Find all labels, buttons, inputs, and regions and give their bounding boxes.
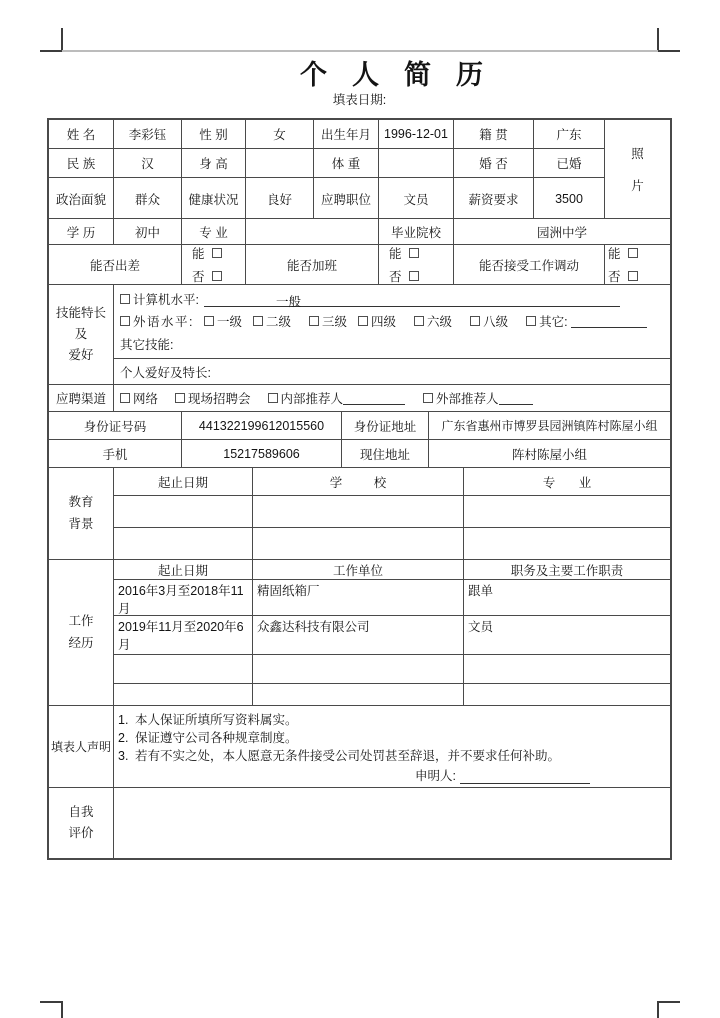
education-major-cell bbox=[464, 496, 670, 527]
basic-row-1 bbox=[49, 120, 604, 149]
no-option bbox=[389, 267, 419, 284]
self-evaluation-label-line-2: 评价 bbox=[68, 826, 94, 840]
education-label-line-2: 背景 bbox=[68, 516, 94, 531]
can-relocate-label: 能否接受工作调动 bbox=[454, 245, 605, 284]
ethnicity-value: 汉 bbox=[114, 149, 182, 177]
salary-requirement-label: 薪资要求 bbox=[454, 178, 534, 219]
yes-option bbox=[608, 245, 638, 262]
declaration-item-text: 若有不实之处，本人愿意无条件接受公司处罚甚至辞退，并不要求任何补助。 bbox=[135, 749, 561, 764]
education-section-label bbox=[49, 468, 114, 559]
checkbox-icon bbox=[409, 271, 419, 281]
checkbox-icon bbox=[409, 248, 419, 258]
channel-label: 应聘渠道 bbox=[49, 385, 114, 411]
level-2-label: 二级 bbox=[266, 315, 292, 330]
crop-mark-bottom-right-vertical bbox=[657, 1001, 659, 1018]
computer-skill-value: 一般 bbox=[275, 294, 301, 309]
checkbox-icon bbox=[628, 271, 638, 281]
hobbies-label: 个人爱好及特长: bbox=[120, 365, 211, 380]
self-evaluation-label bbox=[49, 788, 114, 858]
language-level-option bbox=[414, 312, 452, 330]
self-evaluation-section bbox=[49, 788, 670, 858]
gender-label: 性 别 bbox=[182, 120, 246, 148]
resume-form-table bbox=[47, 118, 672, 860]
checkbox-icon bbox=[526, 316, 536, 326]
skills-body bbox=[114, 285, 670, 384]
declaration-item bbox=[118, 712, 662, 729]
marital-status-label: 婚 否 bbox=[454, 149, 534, 177]
can-travel-checkboxes bbox=[182, 245, 246, 284]
hobbies-line bbox=[114, 359, 670, 384]
basic-info-grid bbox=[49, 120, 605, 218]
page-edge-line bbox=[62, 50, 658, 52]
education-level-label: 学 历 bbox=[49, 219, 114, 244]
yes-label: 能 bbox=[608, 247, 621, 261]
self-evaluation-content bbox=[114, 788, 670, 858]
phone-value: 15217589606 bbox=[182, 440, 342, 467]
other-skills-line bbox=[120, 335, 660, 353]
work-date-cell: 2019年11月至2020年6月 bbox=[114, 616, 253, 654]
work-unit-cell: 精固纸箱厂 bbox=[253, 580, 464, 615]
channel-jobfair-label: 现场招聘会 bbox=[188, 392, 251, 406]
height-value bbox=[246, 149, 314, 177]
work-header-duty: 职务及主要工作职责 bbox=[510, 563, 624, 578]
major-value bbox=[246, 219, 379, 244]
education-level-row bbox=[49, 219, 670, 245]
language-level-option bbox=[470, 312, 508, 330]
level-4-label: 四级 bbox=[371, 315, 397, 330]
weight-value bbox=[379, 149, 454, 177]
birthdate-value: 1996-12-01 bbox=[379, 120, 454, 148]
current-address-value: 阵村陈屋小组 bbox=[511, 447, 587, 462]
education-date-cell bbox=[114, 528, 253, 560]
id-number-label: 身份证号码 bbox=[49, 412, 182, 439]
photo-label-char-1: 照 bbox=[631, 147, 644, 161]
computer-skill-label: 计算机水平: bbox=[133, 293, 199, 308]
work-duty-cell: 文员 bbox=[468, 620, 494, 634]
checkbox-icon bbox=[470, 316, 480, 326]
declaration-section bbox=[49, 706, 670, 788]
current-address-label: 现住地址 bbox=[342, 440, 429, 467]
no-label: 否 bbox=[608, 270, 621, 284]
computer-skill-line bbox=[120, 290, 660, 308]
language-level-option bbox=[253, 312, 291, 330]
education-label-line-1: 教育 bbox=[68, 495, 94, 510]
yes-label: 能 bbox=[389, 247, 402, 261]
crop-mark-top-left-horizontal bbox=[40, 50, 63, 52]
checkbox-icon bbox=[120, 393, 130, 403]
birthdate-label: 出生年月 bbox=[314, 120, 379, 148]
photo-label-char-2: 片 bbox=[631, 179, 644, 193]
signer-line bbox=[118, 766, 590, 784]
education-school-cell bbox=[253, 528, 464, 560]
education-data-row bbox=[114, 528, 670, 560]
education-table bbox=[114, 468, 670, 559]
declaration-item bbox=[118, 748, 662, 765]
skills-label-line-2: 爱好 bbox=[68, 348, 94, 363]
education-level-value: 初中 bbox=[114, 219, 182, 244]
other-skills-label: 其它技能: bbox=[120, 337, 174, 352]
education-header-major: 专 业 bbox=[542, 475, 602, 490]
work-header-date: 起止日期 bbox=[114, 560, 253, 579]
crop-mark-top-right-vertical bbox=[657, 28, 659, 52]
declaration-item-number: 2. bbox=[118, 730, 129, 745]
fill-date-label: 填表日期: bbox=[332, 93, 387, 107]
other-level-label: 其它: bbox=[539, 315, 568, 330]
crop-mark-top-left-vertical bbox=[61, 28, 63, 52]
work-data-row bbox=[114, 616, 670, 655]
phone-label: 手机 bbox=[49, 440, 182, 467]
channel-option-jobfair bbox=[175, 389, 251, 407]
education-header-date: 起止日期 bbox=[114, 468, 253, 495]
salary-requirement-value: 3500 bbox=[555, 191, 583, 206]
no-option bbox=[192, 267, 222, 284]
language-level-option bbox=[204, 312, 242, 330]
work-label-line-2: 经历 bbox=[68, 635, 94, 650]
skills-label-line-1: 技能特长及 bbox=[55, 305, 106, 341]
crop-mark-bottom-left-horizontal bbox=[40, 1001, 63, 1003]
major-label: 专 业 bbox=[182, 219, 246, 244]
checkbox-icon bbox=[212, 271, 222, 281]
health-label: 健康状况 bbox=[182, 178, 246, 219]
checkbox-icon bbox=[358, 316, 368, 326]
language-skill-line bbox=[120, 312, 660, 330]
weight-label: 体 重 bbox=[314, 149, 379, 177]
height-label: 身 高 bbox=[182, 149, 246, 177]
work-date-cell bbox=[114, 655, 253, 683]
work-unit-cell bbox=[253, 684, 464, 705]
checkbox-icon bbox=[120, 316, 130, 326]
political-status-label: 政治面貌 bbox=[49, 178, 114, 219]
declaration-item bbox=[118, 730, 662, 747]
channel-web-label: 网络 bbox=[133, 392, 159, 406]
work-data-row bbox=[114, 684, 670, 705]
work-unit-cell bbox=[253, 655, 464, 683]
basic-row-3 bbox=[49, 178, 604, 219]
signer-label: 申明人: bbox=[415, 769, 456, 784]
work-label-line-1: 工作 bbox=[68, 614, 94, 629]
declaration-item-text: 本人保证所填所写资料属实。 bbox=[135, 712, 298, 727]
ethnicity-label: 民 族 bbox=[49, 149, 114, 177]
yes-option bbox=[192, 245, 222, 262]
education-header-row bbox=[114, 468, 670, 496]
work-data-row bbox=[114, 655, 670, 684]
declaration-item-number: 1. bbox=[118, 712, 129, 727]
checkbox-icon bbox=[309, 316, 319, 326]
language-skill-label: 外语水平: bbox=[133, 315, 194, 330]
work-date-cell: 2016年3月至2018年11月 bbox=[114, 580, 253, 615]
work-unit-cell: 众鑫达科技有限公司 bbox=[253, 616, 464, 654]
crop-mark-top-right-horizontal bbox=[657, 50, 680, 52]
declaration-item-number: 3. bbox=[118, 749, 129, 764]
checkbox-icon bbox=[212, 248, 222, 258]
checkbox-icon bbox=[120, 294, 130, 304]
computer-skill-blank bbox=[204, 292, 620, 307]
id-row bbox=[49, 412, 670, 440]
channel-external-referrer-label: 外部推荐人 bbox=[436, 392, 499, 406]
language-level-option bbox=[309, 312, 347, 330]
education-date-cell bbox=[114, 496, 253, 527]
can-overtime-label: 能否加班 bbox=[246, 245, 379, 284]
position-applied-label: 应聘职位 bbox=[314, 178, 379, 219]
marital-status-value: 已婚 bbox=[556, 157, 582, 171]
work-data-row bbox=[114, 580, 670, 616]
education-major-cell bbox=[464, 528, 670, 560]
level-1-label: 一级 bbox=[216, 315, 242, 330]
can-relocate-checkboxes bbox=[605, 245, 670, 284]
basic-info-block bbox=[49, 120, 670, 219]
checkbox-icon bbox=[253, 316, 263, 326]
name-label: 姓 名 bbox=[49, 120, 114, 148]
education-section bbox=[49, 468, 670, 560]
checkbox-icon bbox=[628, 248, 638, 258]
declaration-body bbox=[114, 706, 670, 787]
work-duty-cell: 跟单 bbox=[468, 584, 494, 598]
phone-row bbox=[49, 440, 670, 468]
channel-options bbox=[114, 385, 670, 411]
education-header-school: 学 校 bbox=[253, 468, 464, 495]
checkbox-icon bbox=[414, 316, 424, 326]
checkbox-icon bbox=[204, 316, 214, 326]
external-referrer-blank bbox=[499, 392, 533, 405]
self-evaluation-label-line-1: 自我 bbox=[68, 804, 94, 819]
work-header-unit: 工作单位 bbox=[253, 560, 464, 579]
page-title: 个人简历 bbox=[300, 60, 508, 90]
channel-option-web bbox=[120, 389, 158, 407]
checkbox-icon bbox=[175, 393, 185, 403]
declaration-item-text: 保证遵守公司各种规章制度。 bbox=[135, 730, 298, 745]
work-duty-cell bbox=[464, 655, 670, 683]
id-address-label: 身份证地址 bbox=[342, 412, 429, 439]
education-data-row bbox=[114, 496, 670, 528]
level-3-label: 三级 bbox=[322, 315, 348, 330]
language-other-option bbox=[526, 312, 567, 330]
yes-label: 能 bbox=[192, 247, 205, 261]
native-place-value: 广东 bbox=[556, 128, 582, 142]
native-place-label: 籍 贯 bbox=[454, 120, 534, 148]
gender-value: 女 bbox=[246, 120, 314, 148]
photo-cell bbox=[605, 120, 670, 218]
skills-main-lines bbox=[114, 285, 670, 359]
health-value: 良好 bbox=[246, 178, 314, 219]
can-overtime-checkboxes bbox=[379, 245, 454, 284]
internal-referrer-blank bbox=[343, 392, 405, 405]
no-option bbox=[608, 267, 638, 284]
graduate-school-value: 园洲中学 bbox=[536, 225, 587, 240]
crop-mark-bottom-left-vertical bbox=[61, 1001, 63, 1018]
no-label: 否 bbox=[192, 270, 205, 284]
level-8-label: 八级 bbox=[483, 315, 509, 330]
work-table bbox=[114, 560, 670, 705]
channel-row bbox=[49, 385, 670, 412]
no-label: 否 bbox=[389, 270, 402, 284]
political-status-value: 群众 bbox=[114, 178, 182, 219]
crop-mark-bottom-right-horizontal bbox=[657, 1001, 680, 1003]
level-6-label: 六级 bbox=[427, 315, 453, 330]
language-level-option bbox=[358, 312, 396, 330]
education-school-cell bbox=[253, 496, 464, 527]
channel-internal-referrer-label: 内部推荐人 bbox=[280, 392, 344, 406]
basic-row-2 bbox=[49, 149, 604, 178]
channel-option-internal-referrer bbox=[268, 389, 344, 407]
graduate-school-label: 毕业院校 bbox=[379, 219, 454, 244]
work-section-label bbox=[49, 560, 114, 705]
yes-option bbox=[389, 245, 419, 262]
other-level-blank bbox=[571, 315, 647, 328]
signer-blank bbox=[460, 771, 590, 784]
work-section bbox=[49, 560, 670, 706]
position-applied-value: 文员 bbox=[379, 178, 454, 219]
declaration-label: 填表人声明 bbox=[49, 706, 114, 787]
skills-section-label bbox=[49, 285, 114, 384]
checkbox-icon bbox=[423, 393, 433, 403]
skills-section bbox=[49, 285, 670, 385]
checkbox-icon bbox=[268, 393, 278, 403]
work-duty-cell bbox=[464, 684, 670, 705]
name-value: 李彩钰 bbox=[114, 120, 182, 148]
id-address-value: 广东省惠州市博罗县园洲镇阵村陈屋小组 bbox=[441, 419, 658, 433]
can-travel-label: 能否出差 bbox=[49, 245, 182, 284]
work-header-row bbox=[114, 560, 670, 580]
channel-option-external-referrer bbox=[423, 389, 499, 407]
work-date-cell bbox=[114, 684, 253, 705]
id-number-value: 441322199612015560 bbox=[182, 412, 342, 439]
availability-row bbox=[49, 245, 670, 285]
